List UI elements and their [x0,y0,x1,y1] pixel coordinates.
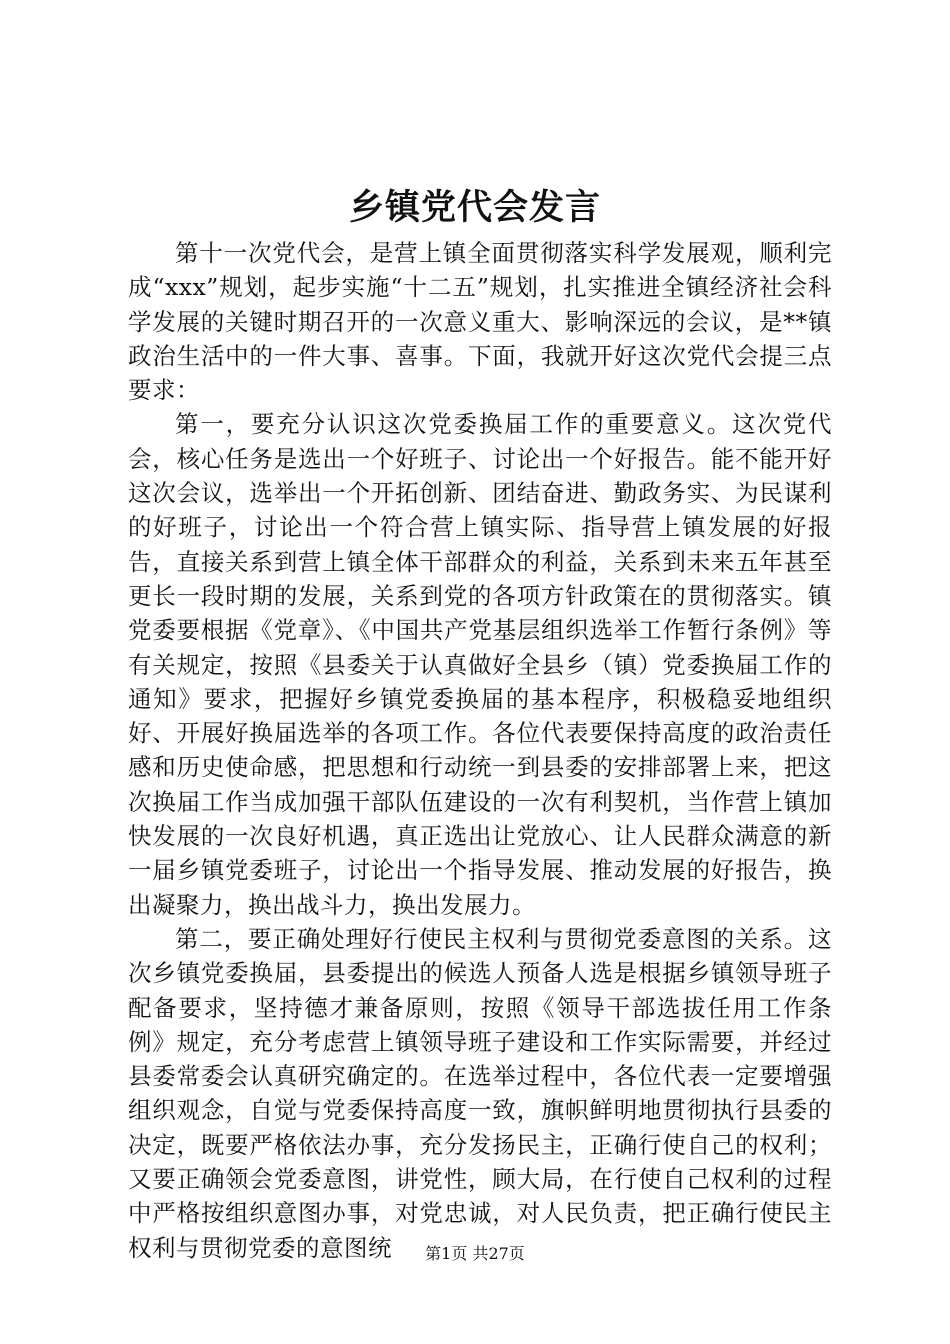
document-title: 乡镇党代会发言 [348,188,601,228]
paragraph-second-point: 第二，要正确处理好行使民主权利与贯彻党委意图的关系。这次乡镇党委换届，县委提出的候选人预备人选是根据乡镇领导班子配备要求，坚持德才兼备原则，按照《领导干部选拔任用工作条例》规定，充分考虑营上镇领导班子建设和工作实际需要，并经过县委常委会认真研究确定的。在选举过程中，各位代表一定要增强组织观念，自觉与党委保持高度一致，旗帜鲜明地贯彻执行县委的决定，既要严格依法办事，充分发扬民主，正确行使自己的权利；又要正确领会党委意图，讲党性，顾大局，在行使自己权利的过程中严格按组织意图办事，对党忠诚，对人民负责，把正确行使民主权利与贯彻党委的意图统 [128,924,832,1262]
paragraph-first-point: 第一，要充分认识这次党委换届工作的重要意义。这次党代会，核心任务是选出一个好班子、讨论出一个好报告。能不能开好这次会议，选举出一个开拓创新、团结奋进、勤政务实、为民谋利的好班子，讨论出一个符合营上镇实际、指导营上镇发展的好报告，直接关系到营上镇全体干部群众的利益，关系到未来五年甚至更长一段时期的发展，关系到党的各项方针政策在的贯彻落实。镇党委要根据《党章》、《中国共产党基层组织选举工作暂行条例》等有关规定，按照《县委关于认真做好全县乡（镇）党委换届工作的通知》要求，把握好乡镇党委换届的基本程序，积极稳妥地组织好、开展好换届选举的各项工作。各位代表要保持高度的政治责任感和历史使命感，把思想和行动统一到县委的安排部署上来，把这次换届工作当成加强干部队伍建设的一次有利契机，当作营上镇加快发展的一次良好机遇，真正选出让党放心、让人民群众满意的新一届乡镇党委班子，讨论出一个指导发展、推动发展的好报告，换出凝聚力，换出战斗力，换出发展力。 [128,410,832,919]
paragraph-intro: 第十一次党代会，是营上镇全面贯彻落实科学发展观，顺利完成“xxx”规划，起步实施“十二五”规划，扎实推进全镇经济社会科学发展的关键时期召开的一次意义重大、影响深远的会议，是**镇政治生活中的一件大事、喜事。下面，我就开好这次党代会提三点要求： [128,239,832,405]
page-number: 第1页 共27页 [425,1244,525,1263]
document-body [128,236,832,1265]
